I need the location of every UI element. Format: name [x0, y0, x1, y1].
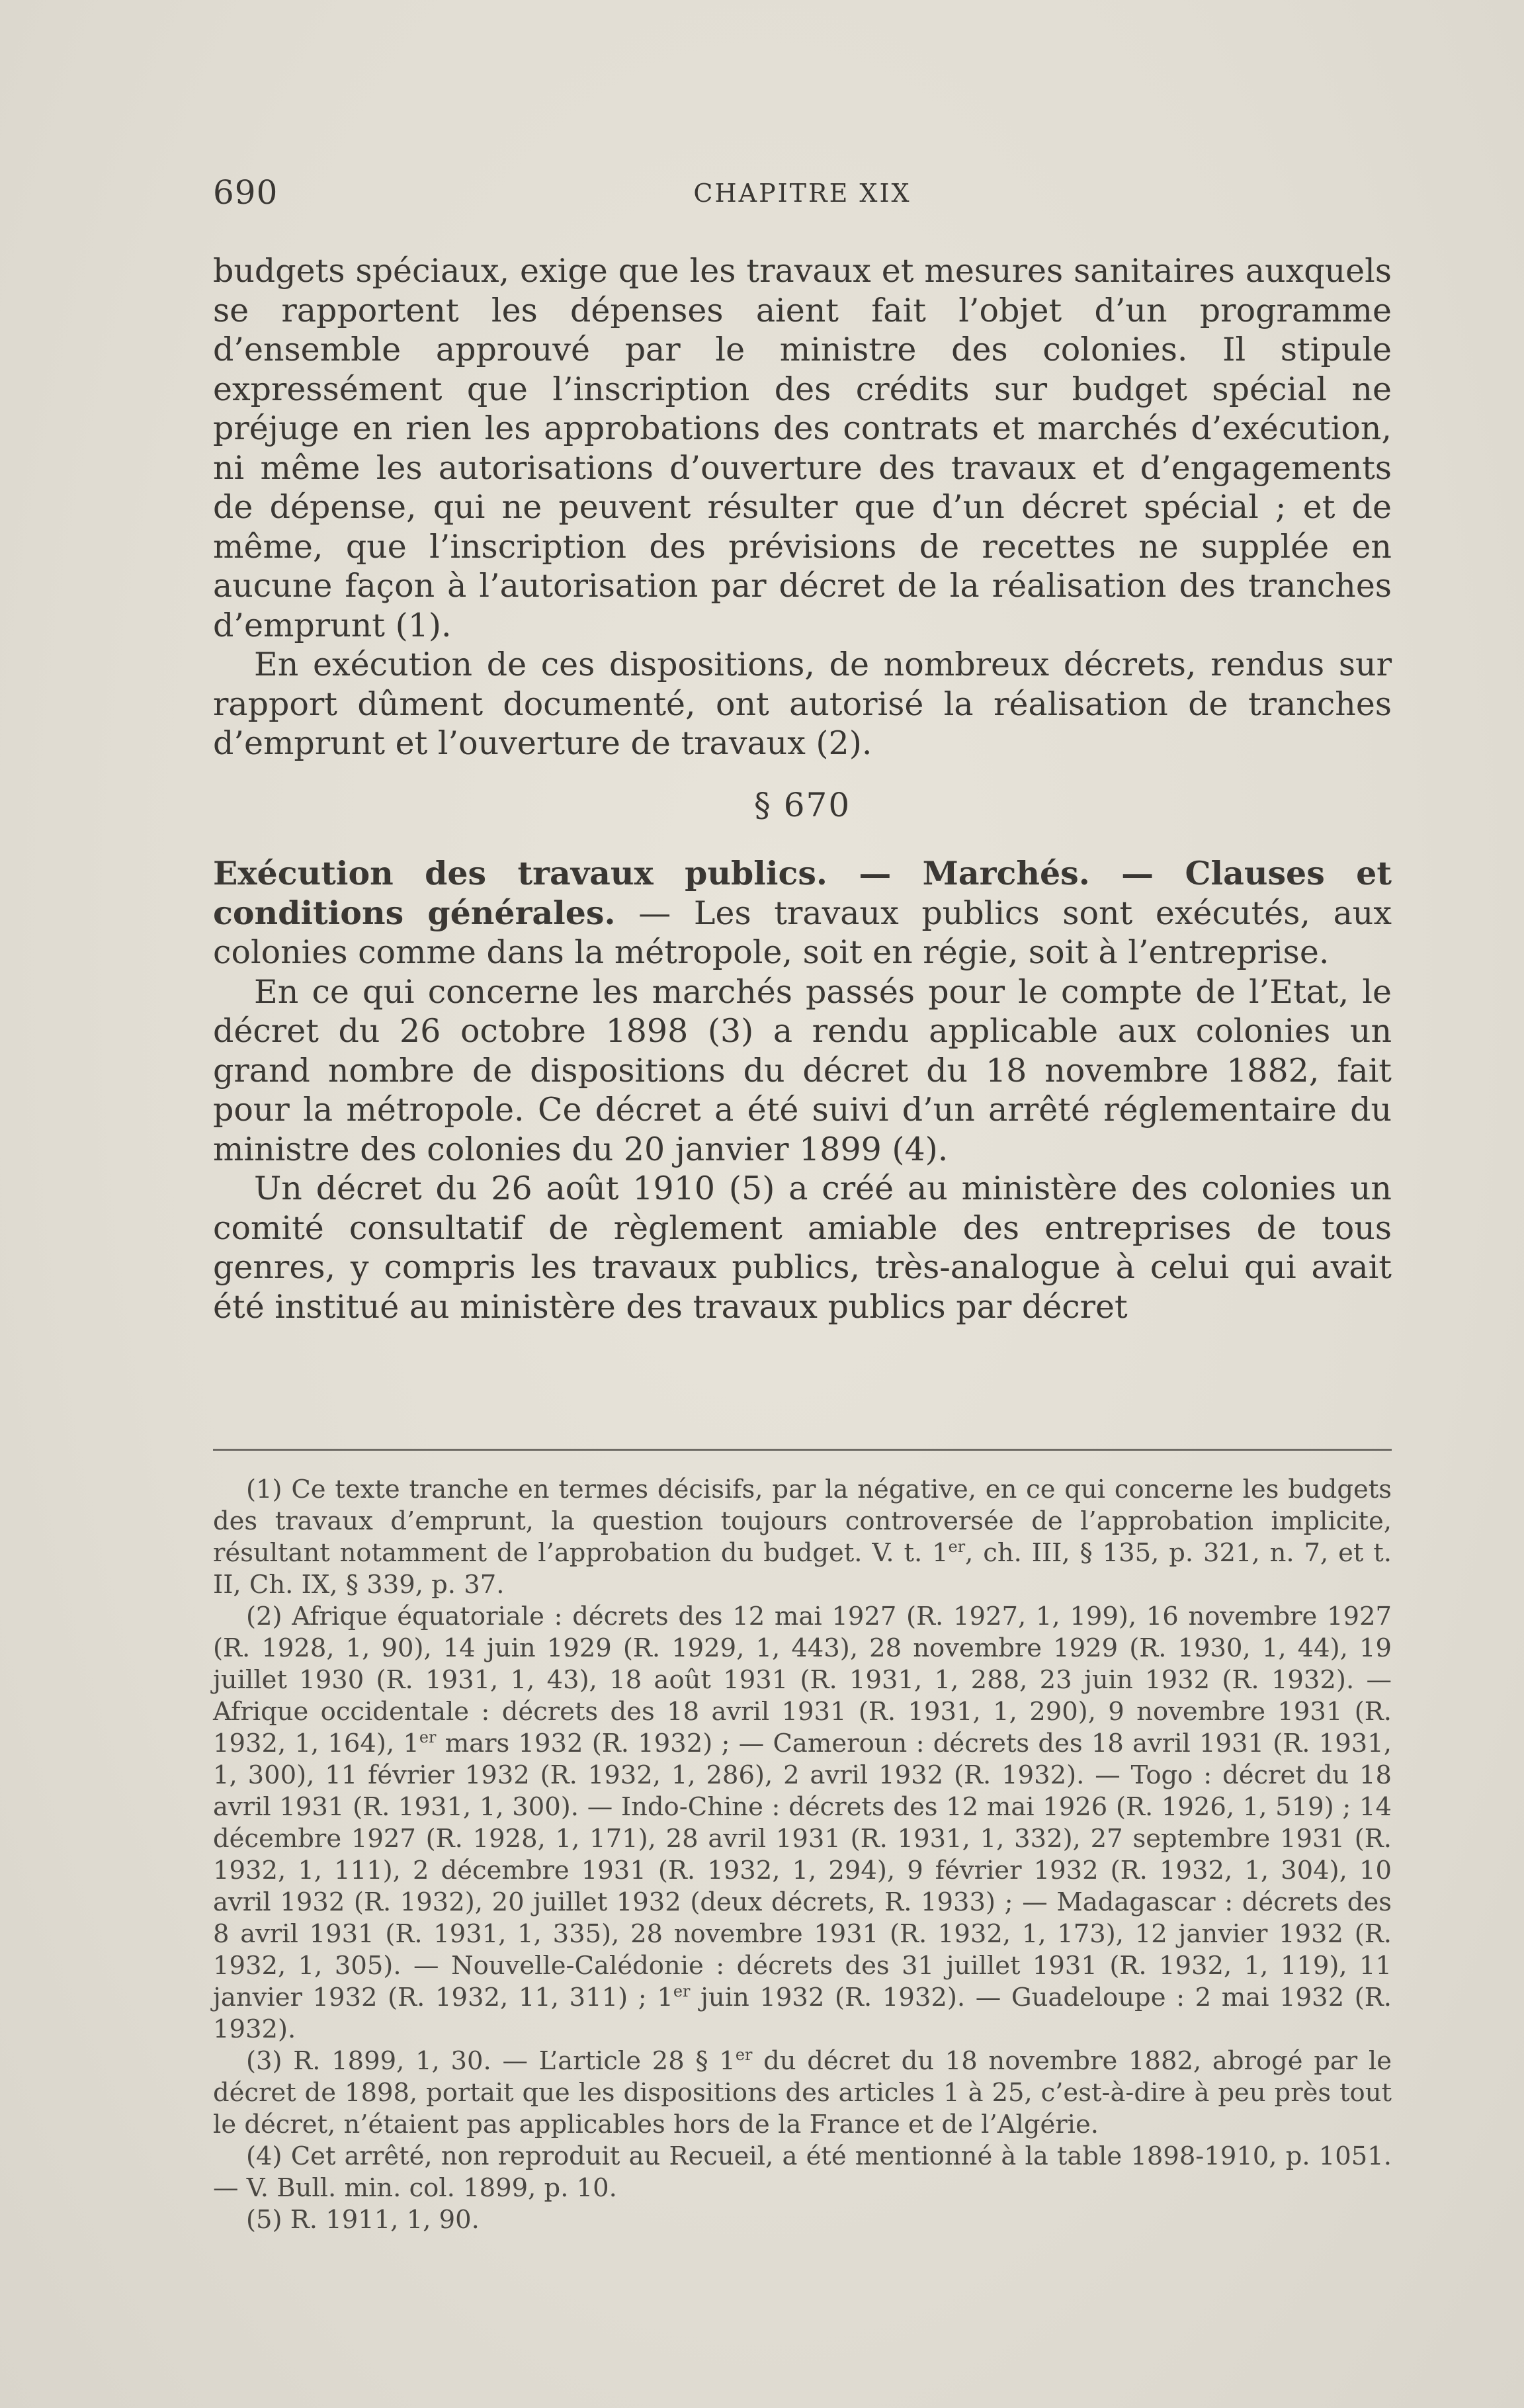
main-text	[213, 251, 1392, 1326]
paragraph: En exécution de ces dispositions, de nombreux décrets, rendus sur rapport dûment documenté, ont autorisé la réalisation de tranches d’emprunt et l’ouverture de travaux (2).	[213, 646, 1392, 762]
running-header	[213, 173, 1392, 213]
paragraph: budgets spéciaux, exige que les travaux et mesures sanitaires auxquels se rapportent les dépenses aient fait l’objet d’un programme d’ensemble approuvé par le ministre des colonies. Il stipule expressément que l’inscription des crédits sur budget spécial ne préjuge en rien les approbations des contrats et marchés d’exécution, ni même les autorisations d’ouverture des travaux et d’engagements de dépense, qui ne peuvent résulter que d’un décret spécial ; et de même, que l’inscription des prévisions de recettes ne supplée en aucune façon à l’autorisation par décret de la réalisation des tranches d’emprunt (1).	[213, 252, 1392, 644]
section-heading: Exécution des travaux publics. — Marchés. — Clauses et conditions générales.	[213, 854, 1392, 932]
footnote-divider	[213, 1449, 1392, 1451]
paragraph: En ce qui concerne les marchés passés pour le compte de l’Etat, le décret du 26 octobre 1898 (3) a rendu applicable aux colonies un grand nombre de dispositions du décret du 18 novembre 1882, fait pour la métropole. Ce décret a été suivi d’un arrêté réglementaire du ministre des colonies du 20 janvier 1899 (4).	[213, 972, 1392, 1168]
footnote-3: (3) R. 1899, 1, 30. — L’article 28 § 1er du décret du 18 novembre 1882, abrogé par le décret de 1898, portait que les dispositions des articles 1 à 25, c’est-à-dire à peu près tout le décret, n’étaient pas applicables hors de la France et de l’Algérie.	[213, 2045, 1392, 2139]
footnote-1: (1) Ce texte tranche en termes décisifs, par la négative, en ce qui concerne les budgets des travaux d’emprunt, la question toujours controversée de l’approbation implicite, résultant notamment de l’approbation du budget. V. t. 1er, ch. III, § 135, p. 321, n. 7, et t. II, Ch. IX, § 339, p. 37.	[213, 1475, 1392, 1600]
page-number: 690	[213, 173, 278, 212]
paragraph: Un décret du 26 août 1910 (5) a créé au ministère des colonies un comité consultatif de règlement amiable des entreprises de tous genres, y compris les travaux publics, très-analogue à celui qui avait été institué au ministère des travaux publics par décret	[213, 1170, 1392, 1326]
footnote-5: (5) R. 1911, 1, 90.	[246, 2205, 480, 2235]
footnotes	[213, 1474, 1392, 2236]
footnote-4: (4) Cet arrêté, non reproduit au Recueil, a été mentionné à la table 1898-1910, p. 1051. — V. Bull. min. col. 1899, p. 10.	[213, 2141, 1392, 2203]
footnote-2: (2) Afrique équatoriale : décrets des 12 mai 1927 (R. 1927, 1, 199), 16 novembre 1927 (R. 1928, 1, 90), 14 juin 1929 (R. 1929, 1, 443), 28 novembre 1929 (R. 1930, 1, 44), 19 juillet 1930 (R. 1931, 1, 43), 18 août 1931 (R. 1931, 1, 288, 23 juin 1932 (R. 1932). — Afrique occidentale : décrets des 18 avril 1931 (R. 1931, 1, 290), 9 novembre 1931 (R. 1932, 1, 164), 1er mars 1932 (R. 1932) ; — Cameroun : décrets des 18 avril 1931 (R. 1931, 1, 300), 11 février 1932 (R. 1932, 1, 286), 2 avril 1932 (R. 1932). — Togo : décret du 18 avril 1931 (R. 1931, 1, 300). — Indo-Chine : décrets des 12 mai 1926 (R. 1926, 1, 519) ; 14 décembre 1927 (R. 1928, 1, 171), 28 avril 1931 (R. 1931, 1, 332), 27 septembre 1931 (R. 1932, 1, 111), 2 décembre 1931 (R. 1932, 1, 294), 9 février 1932 (R. 1932, 1, 304), 10 avril 1932 (R. 1932), 20 juillet 1932 (deux décrets, R. 1933) ; — Madagascar : décrets des 8 avril 1931 (R. 1931, 1, 335), 28 novembre 1931 (R. 1932, 1, 173), 12 janvier 1932 (R. 1932, 1, 305). — Nouvelle-Calédonie : décrets des 31 juillet 1931 (R. 1932, 1, 119), 11 janvier 1932 (R. 1932, 11, 311) ; 1er juin 1932 (R. 1932). — Guadeloupe : 2 mai 1932 (R. 1932).	[213, 1602, 1392, 2044]
section-heading-paragraph	[213, 854, 1392, 972]
section-number: § 670	[753, 785, 851, 824]
chapter-title: CHAPITRE XIX	[693, 179, 911, 208]
heading-continuation: — Les travaux publics sont exécutés, aux colonies comme dans la métropole, soit en régie, soit à l’entreprise.	[213, 894, 1392, 971]
